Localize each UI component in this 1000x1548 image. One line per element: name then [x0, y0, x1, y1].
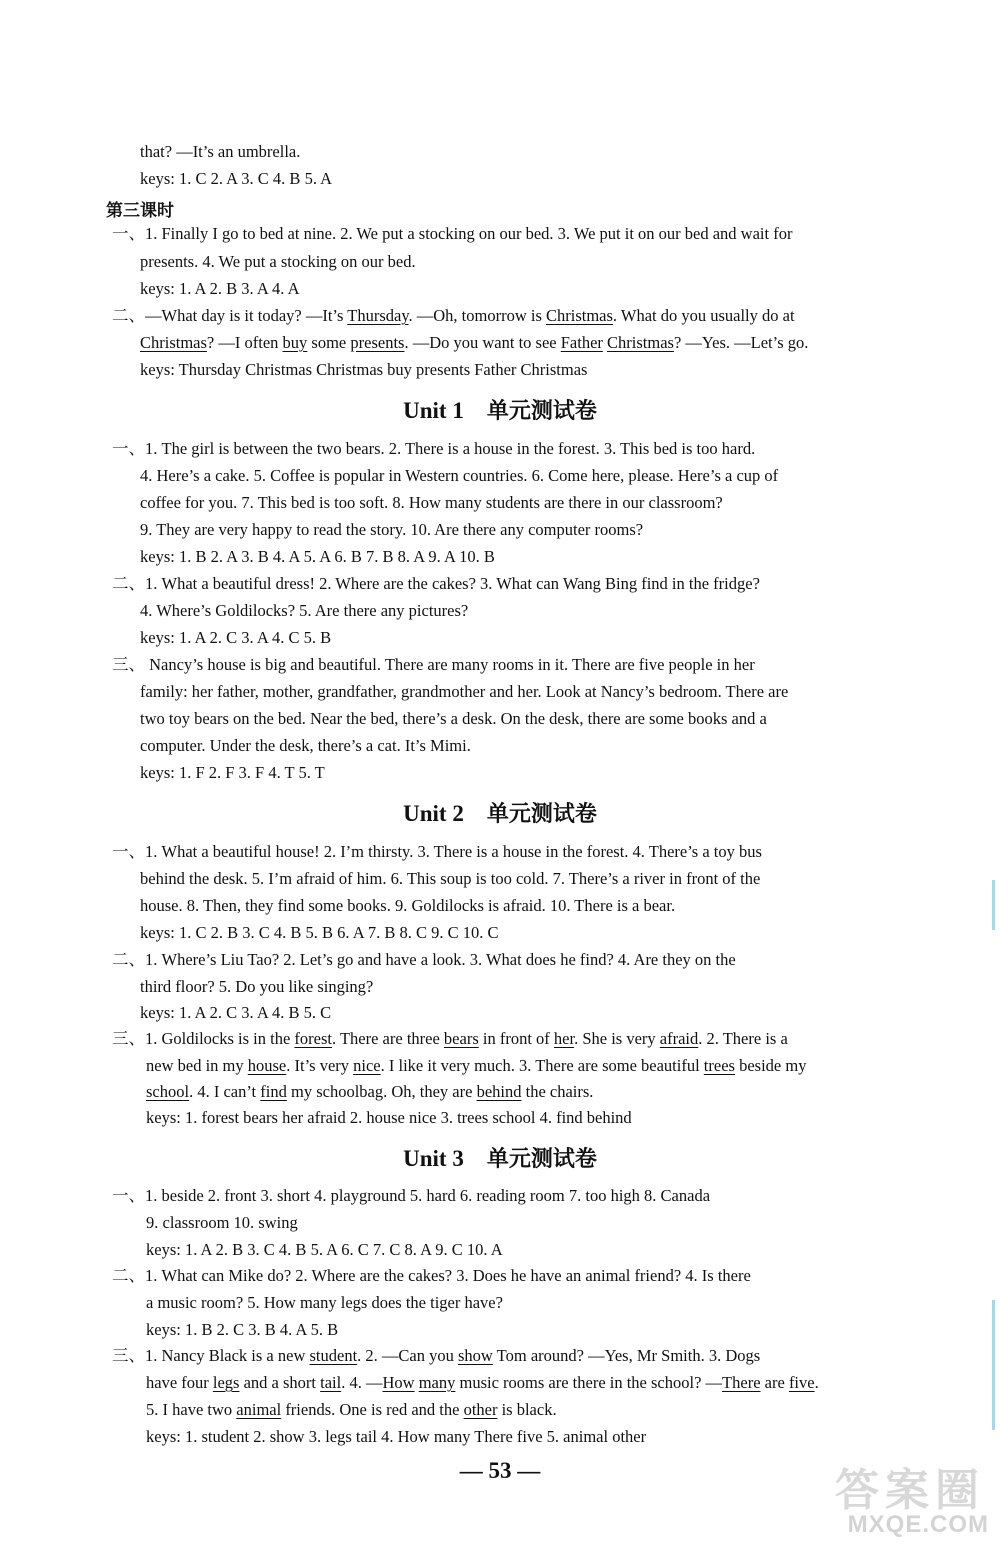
text-line: 5. I have two animal friends. One is red and the other is black.	[146, 1400, 557, 1419]
underlined-word: animal	[236, 1400, 282, 1419]
page-number: — 53 —	[459, 1458, 541, 1483]
unit-title: Unit 1 单元测试卷	[403, 398, 597, 424]
unit-title: Unit 3 单元测试卷	[403, 1146, 597, 1172]
keys-line: keys: Thursday Christmas Christmas buy presents Father Christmas	[140, 360, 588, 379]
underlined-word: Christmas	[140, 333, 207, 352]
text-line: 4. Here’s a cake. 5. Coffee is popular in Western countries. 6. Come here, please. Here’s a cup of	[140, 466, 779, 485]
keys-line: keys: 1. F 2. F 3. F 4. T 5. T	[140, 763, 325, 782]
underlined-word: trees	[703, 1056, 735, 1075]
underlined-word: tail	[320, 1373, 342, 1392]
underlined-word: many	[418, 1373, 456, 1392]
text-line: have four legs and a short tail. 4. —How many music rooms are there in the school? —There are five.	[146, 1373, 819, 1392]
text-line: 三、1. Goldilocks is in the forest. There are three bears in front of her. She is very afraid. 2. There is a	[112, 1029, 788, 1048]
text-line: a music room? 5. How many legs does the tiger have?	[146, 1293, 503, 1312]
underlined-word: her	[553, 1029, 575, 1048]
keys-line: keys: 1. C 2. B 3. C 4. B 5. B 6. A 7. B 8. C 9. C 10. C	[140, 923, 499, 942]
keys-line: keys: 1. C 2. A 3. C 4. B 5. A	[140, 169, 333, 188]
text-line: presents. 4. We put a stocking on our bed.	[140, 252, 416, 271]
underlined-word: nice	[353, 1056, 381, 1075]
text-line: 二、1. What a beautiful dress! 2. Where are the cakes? 3. What can Wang Bing find in the fridge?	[112, 574, 760, 593]
text-line: two toy bears on the bed. Near the bed, there’s a desk. On the desk, there are some books and a	[140, 709, 767, 728]
underlined-word: other	[463, 1400, 498, 1419]
keys-line: keys: 1. A 2. C 3. A 4. B 5. C	[140, 1003, 332, 1022]
edge-mark	[992, 1300, 995, 1430]
text-line: 9. They are very happy to read the story. 10. Are there any computer rooms?	[140, 520, 644, 539]
underlined-word: five	[788, 1373, 815, 1392]
underlined-word: presents	[350, 333, 405, 352]
underlined-word: There	[722, 1373, 761, 1392]
underlined-word: house	[247, 1056, 287, 1075]
keys-line: keys: 1. A 2. C 3. A 4. C 5. B	[140, 628, 332, 647]
text-line: 一、1. The girl is between the two bears. 2. There is a house in the forest. 3. This bed is too hard.	[112, 439, 756, 458]
underlined-word: How	[382, 1373, 415, 1392]
keys-line: keys: 1. B 2. C 3. B 4. A 5. B	[146, 1320, 339, 1339]
underlined-word: behind	[476, 1082, 522, 1101]
text-line: 4. Where’s Goldilocks? 5. Are there any pictures?	[140, 601, 469, 620]
text-line: 一、1. What a beautiful house! 2. I’m thirsty. 3. There is a house in the forest. 4. There’s a toy bus	[112, 842, 762, 861]
keys-line: keys: 1. A 2. B 3. A 4. A	[140, 279, 300, 298]
text-line: 二、—What day is it today? —It’s Thursday. —Oh, tomorrow is Christmas. What do you usually do at	[112, 306, 795, 325]
watermark-chars: 答案圈	[835, 1465, 985, 1516]
underlined-word: find	[260, 1082, 287, 1101]
underlined-word: student	[309, 1346, 358, 1365]
underlined-word: Christmas	[607, 333, 674, 352]
text-line: behind the desk. 5. I’m afraid of him. 6. This soup is too cold. 7. There’s a river in front of the	[140, 869, 761, 888]
text-line: house. 8. Then, they find some books. 9. Goldilocks is afraid. 10. There is a bear.	[140, 896, 676, 915]
watermark-url: MXQE.COM	[847, 1511, 989, 1538]
text-line: 一、1. Finally I go to bed at nine. 2. We put a stocking on our bed. 3. We put it on our bed and wait for	[112, 224, 793, 243]
keys-line: keys: 1. student 2. show 3. legs tail 4. How many There five 5. animal other	[146, 1427, 647, 1446]
underlined-word: Christmas	[546, 306, 613, 325]
edge-mark	[992, 880, 995, 930]
underlined-word: show	[458, 1346, 493, 1365]
keys-line: keys: 1. A 2. B 3. C 4. B 5. A 6. C 7. C 8. A 9. C 10. A	[146, 1240, 503, 1259]
underlined-word: afraid	[659, 1029, 699, 1048]
underlined-word: forest	[294, 1029, 332, 1048]
text-line: new bed in my house. It’s very nice. I like it very much. 3. There are some beautiful trees beside my	[146, 1056, 807, 1075]
watermark-logo	[805, 1450, 995, 1545]
text-line: 三、 Nancy’s house is big and beautiful. There are many rooms in it. There are five people in her	[112, 655, 755, 674]
text-line: 二、1. Where’s Liu Tao? 2. Let’s go and have a look. 3. What does he find? 4. Are they on the	[112, 950, 736, 969]
underlined-word: Father	[560, 333, 603, 352]
underlined-word: buy	[282, 333, 308, 352]
underlined-word: legs	[212, 1373, 240, 1392]
underlined-word: school	[146, 1082, 190, 1101]
text-line: 一、1. beside 2. front 3. short 4. playground 5. hard 6. reading room 7. too high 8. Canada	[112, 1186, 711, 1205]
section-heading: 第三课时	[106, 201, 174, 221]
text-line: coffee for you. 7. This bed is too soft. 8. How many students are there in our classroom?	[140, 493, 723, 512]
text-line: school. 4. I can’t find my schoolbag. Oh, they are behind the chairs.	[146, 1082, 594, 1101]
text-line: 二、1. What can Mike do? 2. Where are the cakes? 3. Does he have an animal friend? 4. Is there	[112, 1266, 751, 1285]
text-line: 三、1. Nancy Black is a new student. 2. —Can you show Tom around? —Yes, Mr Smith. 3. Dogs	[112, 1346, 761, 1365]
text-line: third floor? 5. Do you like singing?	[140, 977, 374, 996]
text-line: 9. classroom 10. swing	[146, 1213, 298, 1232]
keys-line: keys: 1. B 2. A 3. B 4. A 5. A 6. B 7. B 8. A 9. A 10. B	[140, 547, 495, 566]
underlined-word: Thursday	[347, 306, 409, 325]
keys-line: keys: 1. forest bears her afraid 2. house nice 3. trees school 4. find behind	[146, 1108, 632, 1127]
unit-title: Unit 2 单元测试卷	[403, 801, 597, 827]
text-line: that? —It’s an umbrella.	[140, 142, 301, 161]
underlined-word: bears	[443, 1029, 479, 1048]
text-line: computer. Under the desk, there’s a cat. It’s Mimi.	[140, 736, 471, 755]
text-line: Christmas? —I often buy some presents. —Do you want to see Father Christmas? —Yes. —Let’s go.	[140, 333, 809, 352]
text-line: family: her father, mother, grandfather, grandmother and her. Look at Nancy’s bedroom. There are	[140, 682, 789, 701]
